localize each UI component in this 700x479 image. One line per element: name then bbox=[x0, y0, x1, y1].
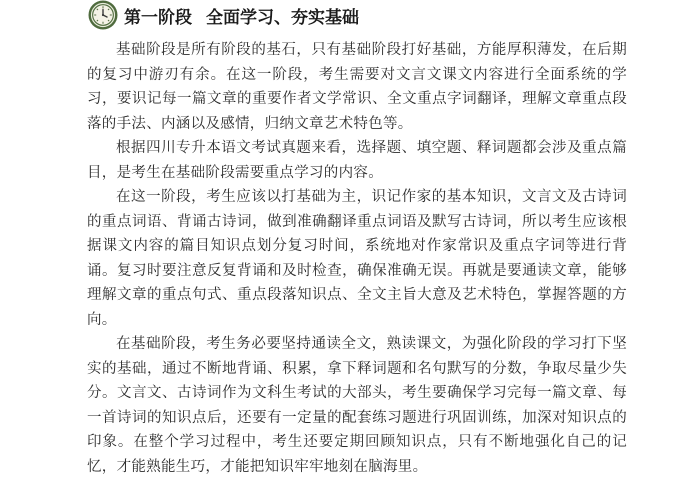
stage-label: 第一阶段 bbox=[124, 7, 192, 28]
article-body bbox=[87, 38, 627, 479]
section-heading bbox=[88, 0, 359, 30]
section-title bbox=[124, 3, 359, 28]
stage-title: 全面学习、夯实基础 bbox=[206, 7, 359, 28]
paragraph: 根据四川专升本语文考试真题来看，选择题、填空题、释词题都会涉及重点篇目，是考生在基础阶段需要重点学习的内容。 bbox=[87, 140, 627, 181]
paragraph: 在这一阶段，考生应该以打基础为主，识记作家的基本知识，文言文及古诗词的重点词语、背诵古诗词，做到准确翻译重点词语及默写古诗词，所以考生应该根据课文内容的篇目知识点划分复习时间，系统地对作家常识及重点字词等进行背诵。复习时要注意反复背诵和及时检查，确保准确无误。再就是要通读文章，能够理解文章的重点句式、重点段落知识点、全文主旨大意及艺术特色，掌握答题的方向。 bbox=[87, 189, 627, 328]
paragraph: 在基础阶段，考生务必要坚持通读全文，熟读课文，为强化阶段的学习打下坚实的基础，通过不断地背诵、积累，拿下释词题和名句默写的分数，争取尽量少失分。文言文、古诗词作为文科生考试的大部头，考生要确保学习完每一篇文章、每一首诗词的知识点后，还要有一定量的配套练习题进行巩固训练，加深对知识点的印象。在整个学习过程中，考生还要定期回顾知识点，只有不断地强化自己的记忆，才能熟能生巧，才能把知识牢牢地刻在脑海里。 bbox=[87, 336, 627, 475]
paragraph: 基础阶段是所有阶段的基石，只有基础阶段打好基础，方能厚积薄发，在后期的复习中游刃有余。在这一阶段，考生需要对文言文课文内容进行全面系统的学习，要识记每一篇文章的重要作者文学常识、全文重点字词翻译，理解文章重点段落的手法、内涵以及感情，归纳文章艺术特色等。 bbox=[87, 42, 627, 132]
clock-emblem-icon bbox=[88, 0, 118, 30]
